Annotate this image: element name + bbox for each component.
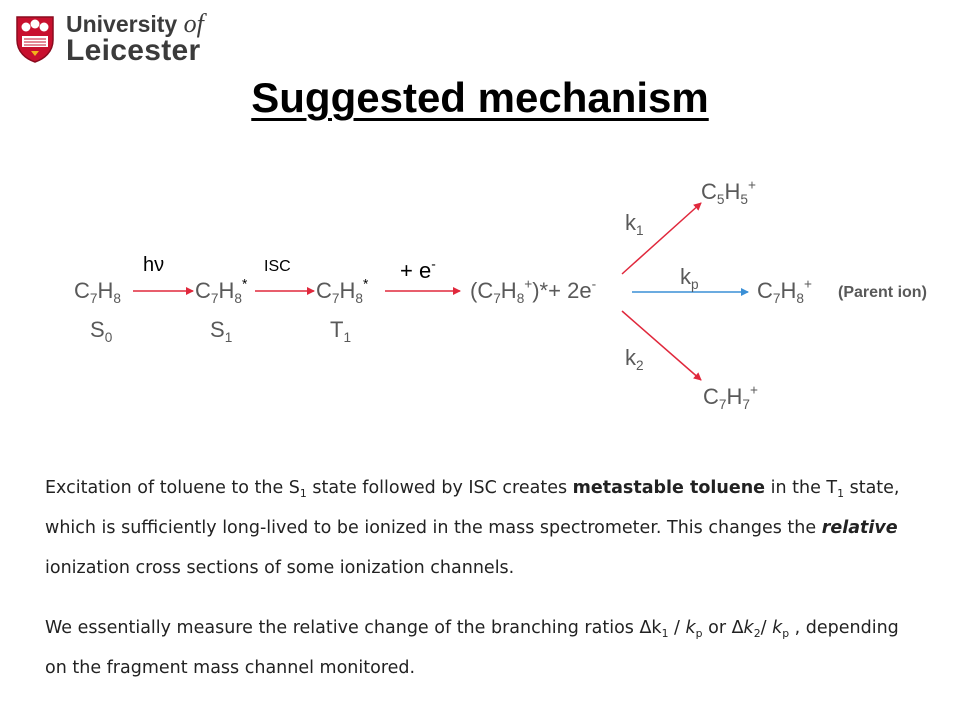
step-electron-label: + e- bbox=[400, 256, 436, 283]
paragraph-2: We essentially measure the relative change of the branching ratios $\Delta k_1 / k_p$ or $\Delta k_2/$ $k_p$ , depending on the fragment mass channel monitored. bbox=[45, 618, 899, 678]
logo-line2: Leicester bbox=[66, 34, 201, 67]
state-t1: $T_1$ bbox=[330, 317, 352, 345]
parent-ion-note: (Parent ion) bbox=[838, 284, 927, 301]
product-parent: $C_7H_8^+$ bbox=[757, 276, 812, 306]
paragraph-1: Excitation of toluene to the $S_1$ state followed by ISC creates metastable toluene in the $T_1$ state, which is sufficiently long-lived to be ionized in the mass spectrometer. This changes the relative ionization cross sections of some ionization channels. bbox=[45, 478, 900, 578]
species-s1: $C_7H_8^*$ bbox=[195, 276, 248, 306]
state-s0: $S_0$ bbox=[90, 317, 113, 345]
page-title: Suggested mechanism bbox=[251, 74, 709, 121]
product-c5h5: $C_5H_5^+$ bbox=[701, 177, 756, 207]
state-s1: $S_1$ bbox=[210, 317, 233, 345]
rate-k2: $k_2$ bbox=[625, 345, 644, 373]
species-excited-ion: $(C_7H_8^+)*+ 2e^-$ bbox=[470, 276, 597, 306]
rate-k1: $k_1$ bbox=[625, 210, 644, 238]
product-c7h7: $C_7H_7^+$ bbox=[703, 382, 758, 412]
species-ground-state: $C_7H_8$ bbox=[74, 278, 121, 306]
logo-line1: University bbox=[66, 11, 178, 37]
rate-kp: $k_p$ bbox=[680, 264, 699, 292]
species-t1: $C_7H_8^*$ bbox=[316, 276, 369, 306]
step-excitation-label: hν bbox=[143, 254, 165, 276]
step-isc-label: ISC bbox=[264, 258, 291, 275]
logo-of: of bbox=[183, 9, 204, 38]
